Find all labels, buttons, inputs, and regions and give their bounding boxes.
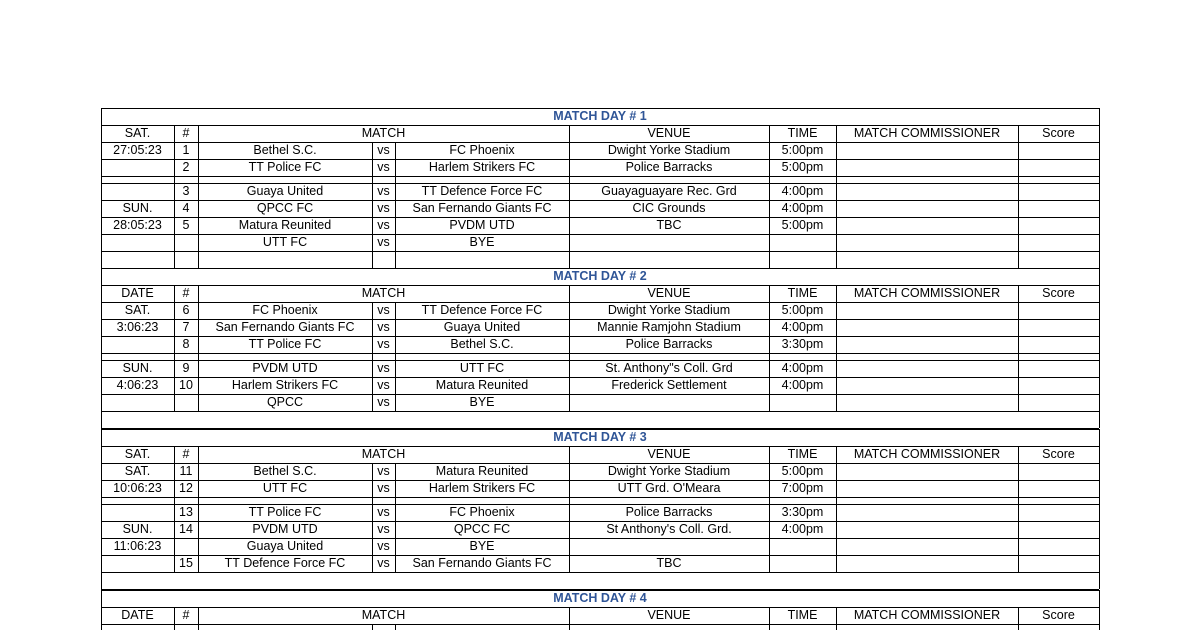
grid-line xyxy=(1099,268,1100,428)
fixture-time xyxy=(769,538,836,555)
grid-line xyxy=(569,446,570,572)
fixture-vs: vs xyxy=(377,337,390,351)
header-venue: VENUE xyxy=(647,608,691,622)
fixture-away: TT Defence Force FC xyxy=(421,184,543,198)
grid-line xyxy=(836,125,837,268)
fixture-venue: Frederick Settlement xyxy=(611,378,727,392)
fixture-venue: TBC xyxy=(656,556,682,570)
fixture-home: Harlem Strikers FC xyxy=(231,378,339,392)
grid-line xyxy=(101,353,1099,354)
header-number: # xyxy=(182,126,190,140)
fixture-time: 3:30pm xyxy=(781,505,824,519)
fixture-home: San Fernando Giants FC xyxy=(215,320,355,334)
fixture-num xyxy=(174,234,198,251)
fixture-vs: vs xyxy=(377,464,390,478)
fixture-away: BYE xyxy=(469,539,495,553)
fixture-vs: vs xyxy=(377,320,390,334)
header-score: Score xyxy=(1042,286,1075,300)
fixture-venue: Mannie Ramjohn Stadium xyxy=(597,320,741,334)
fixture-vs: vs xyxy=(377,218,390,232)
fixture-home: FC Phoenix xyxy=(252,303,318,317)
grid-line xyxy=(1099,108,1100,268)
fixture-vs: vs xyxy=(377,481,390,495)
grid-line xyxy=(569,607,570,630)
fixture-home: QPCC FC xyxy=(256,201,314,215)
grid-line xyxy=(836,446,837,572)
header-score: Score xyxy=(1042,608,1075,622)
fixture-home: Bethel S.C. xyxy=(253,143,317,157)
header-time: TIME xyxy=(787,447,818,461)
grid-line xyxy=(769,607,770,630)
fixture-time xyxy=(769,234,836,251)
grid-line xyxy=(198,285,199,411)
fixture-home: TT Defence Force FC xyxy=(224,556,346,570)
fixture-num: 11 xyxy=(179,464,193,478)
fixture-home: Guaya United xyxy=(246,539,324,553)
header-number: # xyxy=(182,608,190,622)
grid-line xyxy=(769,285,770,411)
fixture-vs: vs xyxy=(377,184,390,198)
fixture-date: SUN. xyxy=(122,522,153,536)
fixture-vs: vs xyxy=(377,235,390,249)
fixture-venue: Dwight Yorke Stadium xyxy=(607,464,731,478)
fixture-num: 1 xyxy=(182,143,190,157)
fixture-vs: vs xyxy=(377,361,390,375)
header-score: Score xyxy=(1042,126,1075,140)
grid-line xyxy=(101,411,1099,412)
fixture-away: Guaya United xyxy=(443,320,521,334)
fixture-venue: Police Barracks xyxy=(625,505,713,519)
fixture-away: Matura Reunited xyxy=(435,464,529,478)
grid-line xyxy=(836,607,837,630)
fixture-venue xyxy=(569,394,769,411)
fixture-home: Guaya United xyxy=(246,184,324,198)
fixture-vs: vs xyxy=(377,160,390,174)
fixture-date: 11:06:23 xyxy=(113,539,162,553)
fixture-num: 4 xyxy=(182,201,190,215)
fixture-num: 2 xyxy=(182,160,190,174)
header-commissioner: MATCH COMMISSIONER xyxy=(853,126,1001,140)
fixture-vs: vs xyxy=(377,539,390,553)
fixture-home: Matura Reunited xyxy=(238,218,332,232)
fixture-date: 3:06:23 xyxy=(116,320,159,334)
grid-line xyxy=(101,624,1099,625)
fixture-time: 4:00pm xyxy=(781,522,824,536)
fixture-date xyxy=(101,504,174,521)
fixture-away: PVDM UTD xyxy=(449,218,515,232)
grid-line xyxy=(101,497,1099,498)
header-number: # xyxy=(182,286,190,300)
grid-line xyxy=(836,285,837,411)
fixture-vs: vs xyxy=(377,556,390,570)
fixture-time: 5:00pm xyxy=(781,303,824,317)
header-number: # xyxy=(182,447,190,461)
grid-line xyxy=(372,624,373,630)
fixture-away: QPCC FC xyxy=(453,522,511,536)
fixture-venue: St. Anthony"s Coll. Grd xyxy=(605,361,733,375)
fixture-away: TT Defence Force FC xyxy=(421,303,543,317)
fixture-away: UTT FC xyxy=(459,361,505,375)
fixture-date: SUN. xyxy=(122,361,153,375)
header-commissioner: MATCH COMMISSIONER xyxy=(853,286,1001,300)
header-venue: VENUE xyxy=(647,286,691,300)
fixture-num: 7 xyxy=(182,320,190,334)
fixture-home: UTT FC xyxy=(262,235,308,249)
header-time: TIME xyxy=(787,286,818,300)
header-date: DATE xyxy=(121,286,154,300)
fixture-venue: UTT Grd. O'Meara xyxy=(617,481,721,495)
fixture-home: PVDM UTD xyxy=(252,361,318,375)
fixture-away: FC Phoenix xyxy=(449,143,515,157)
fixture-num: 8 xyxy=(182,337,190,351)
fixture-venue: CIC Grounds xyxy=(632,201,706,215)
fixture-date: 28:05:23 xyxy=(113,218,162,232)
grid-line xyxy=(174,607,175,630)
fixture-num xyxy=(174,251,198,268)
fixture-away: BYE xyxy=(469,395,495,409)
grid-line xyxy=(372,302,373,411)
fixture-date: SUN. xyxy=(122,201,153,215)
header-score: Score xyxy=(1042,447,1075,461)
fixture-venue xyxy=(569,234,769,251)
grid-line xyxy=(1018,607,1019,630)
grid-line xyxy=(174,446,175,572)
fixture-num: 9 xyxy=(182,361,190,375)
fixture-away: San Fernando Giants FC xyxy=(412,556,552,570)
fixture-num: 15 xyxy=(179,556,193,570)
header-commissioner: MATCH COMMISSIONER xyxy=(853,447,1001,461)
fixture-time: 7:00pm xyxy=(781,481,824,495)
fixture-home: Bethel S.C. xyxy=(253,464,317,478)
fixture-vs xyxy=(372,251,395,268)
grid-line xyxy=(1018,446,1019,572)
grid-line xyxy=(395,142,396,268)
fixture-venue: Dwight Yorke Stadium xyxy=(607,303,731,317)
fixture-time: 5:00pm xyxy=(781,160,824,174)
fixture-time: 3:30pm xyxy=(781,337,824,351)
fixture-vs: vs xyxy=(377,522,390,536)
fixture-num: 13 xyxy=(179,505,193,519)
fixture-away xyxy=(395,251,569,268)
match-day-title: MATCH DAY # 4 xyxy=(553,591,647,605)
fixture-time: 4:00pm xyxy=(781,378,824,392)
fixture-time: 4:00pm xyxy=(781,201,824,215)
header-match: MATCH xyxy=(361,608,406,622)
grid-line xyxy=(372,142,373,268)
fixture-date xyxy=(101,394,174,411)
fixture-date xyxy=(101,159,174,176)
fixture-date xyxy=(101,336,174,353)
grid-line xyxy=(569,125,570,268)
fixture-time: 5:00pm xyxy=(781,218,824,232)
header-time: TIME xyxy=(787,608,818,622)
fixture-num: 6 xyxy=(182,303,190,317)
fixture-away: FC Phoenix xyxy=(449,505,515,519)
fixture-venue xyxy=(569,251,769,268)
grid-line xyxy=(198,125,199,268)
fixture-date: SAT. xyxy=(124,464,151,478)
fixture-date xyxy=(101,555,174,572)
fixture-num: 3 xyxy=(182,184,190,198)
fixture-num: 12 xyxy=(179,481,193,495)
header-date: SAT. xyxy=(124,447,151,461)
fixture-home xyxy=(198,251,372,268)
grid-line xyxy=(769,125,770,268)
fixture-date xyxy=(101,183,174,200)
match-day-title: MATCH DAY # 1 xyxy=(553,109,647,123)
fixture-vs: vs xyxy=(377,201,390,215)
fixture-venue: Police Barracks xyxy=(625,337,713,351)
grid-line xyxy=(1099,590,1100,630)
fixture-date: 10:06:23 xyxy=(113,481,162,495)
header-match: MATCH xyxy=(361,126,406,140)
fixture-date: 27:05:23 xyxy=(113,143,162,157)
match-day-title: MATCH DAY # 3 xyxy=(553,430,647,444)
fixture-time: 4:00pm xyxy=(781,320,824,334)
grid-line xyxy=(174,125,175,268)
fixture-time xyxy=(769,555,836,572)
fixture-home: QPCC xyxy=(266,395,304,409)
header-time: TIME xyxy=(787,126,818,140)
fixture-home: PVDM UTD xyxy=(252,522,318,536)
fixture-venue: Police Barracks xyxy=(625,160,713,174)
fixture-home: UTT FC xyxy=(262,481,308,495)
fixture-away: BYE xyxy=(469,235,495,249)
fixture-vs: vs xyxy=(377,143,390,157)
fixture-num: 14 xyxy=(179,522,193,536)
grid-line xyxy=(1018,125,1019,268)
fixture-away: Harlem Strikers FC xyxy=(428,160,536,174)
fixture-vs: vs xyxy=(377,303,390,317)
grid-line xyxy=(395,624,396,630)
fixture-num: 5 xyxy=(182,218,190,232)
header-commissioner: MATCH COMMISSIONER xyxy=(853,608,1001,622)
header-venue: VENUE xyxy=(647,447,691,461)
fixture-venue: Guayaguayare Rec. Grd xyxy=(601,184,737,198)
header-venue: VENUE xyxy=(647,126,691,140)
fixture-home: TT Police FC xyxy=(248,505,322,519)
grid-line xyxy=(198,446,199,572)
grid-line xyxy=(769,446,770,572)
fixture-home: TT Police FC xyxy=(248,160,322,174)
fixture-num xyxy=(174,394,198,411)
grid-line xyxy=(395,302,396,411)
fixture-date xyxy=(101,234,174,251)
fixture-date: SAT. xyxy=(124,303,151,317)
fixture-vs: vs xyxy=(377,378,390,392)
grid-line xyxy=(569,285,570,411)
fixture-num xyxy=(174,538,198,555)
fixture-away: Matura Reunited xyxy=(435,378,529,392)
grid-line xyxy=(395,463,396,572)
grid-line xyxy=(101,176,1099,177)
fixture-venue xyxy=(569,538,769,555)
grid-line xyxy=(101,108,102,268)
fixture-time: 4:00pm xyxy=(781,184,824,198)
fixture-vs: vs xyxy=(377,395,390,409)
grid-line xyxy=(101,268,102,428)
fixture-date: 4:06:23 xyxy=(116,378,159,392)
header-match: MATCH xyxy=(361,447,406,461)
fixture-venue: Dwight Yorke Stadium xyxy=(607,143,731,157)
fixture-time: 5:00pm xyxy=(781,464,824,478)
fixture-home: TT Police FC xyxy=(248,337,322,351)
match-day-title: MATCH DAY # 2 xyxy=(553,269,647,283)
grid-line xyxy=(198,607,199,630)
fixture-num: 10 xyxy=(179,378,193,392)
grid-line xyxy=(174,285,175,411)
grid-line xyxy=(101,572,1099,573)
header-date: DATE xyxy=(121,608,154,622)
fixture-away: San Fernando Giants FC xyxy=(412,201,552,215)
fixture-venue: TBC xyxy=(656,218,682,232)
fixture-away: Harlem Strikers FC xyxy=(428,481,536,495)
grid-line xyxy=(101,590,102,630)
fixture-vs: vs xyxy=(377,505,390,519)
grid-line xyxy=(1018,285,1019,411)
grid-line xyxy=(372,463,373,572)
fixture-time xyxy=(769,251,836,268)
fixture-time: 4:00pm xyxy=(781,361,824,375)
header-date: SAT. xyxy=(124,126,151,140)
grid-line xyxy=(1099,429,1100,589)
fixture-time xyxy=(769,394,836,411)
header-match: MATCH xyxy=(361,286,406,300)
fixture-away: Bethel S.C. xyxy=(450,337,514,351)
fixture-time: 5:00pm xyxy=(781,143,824,157)
fixture-venue: St Anthony's Coll. Grd. xyxy=(606,522,732,536)
grid-line xyxy=(101,429,102,589)
fixture-date xyxy=(101,251,174,268)
